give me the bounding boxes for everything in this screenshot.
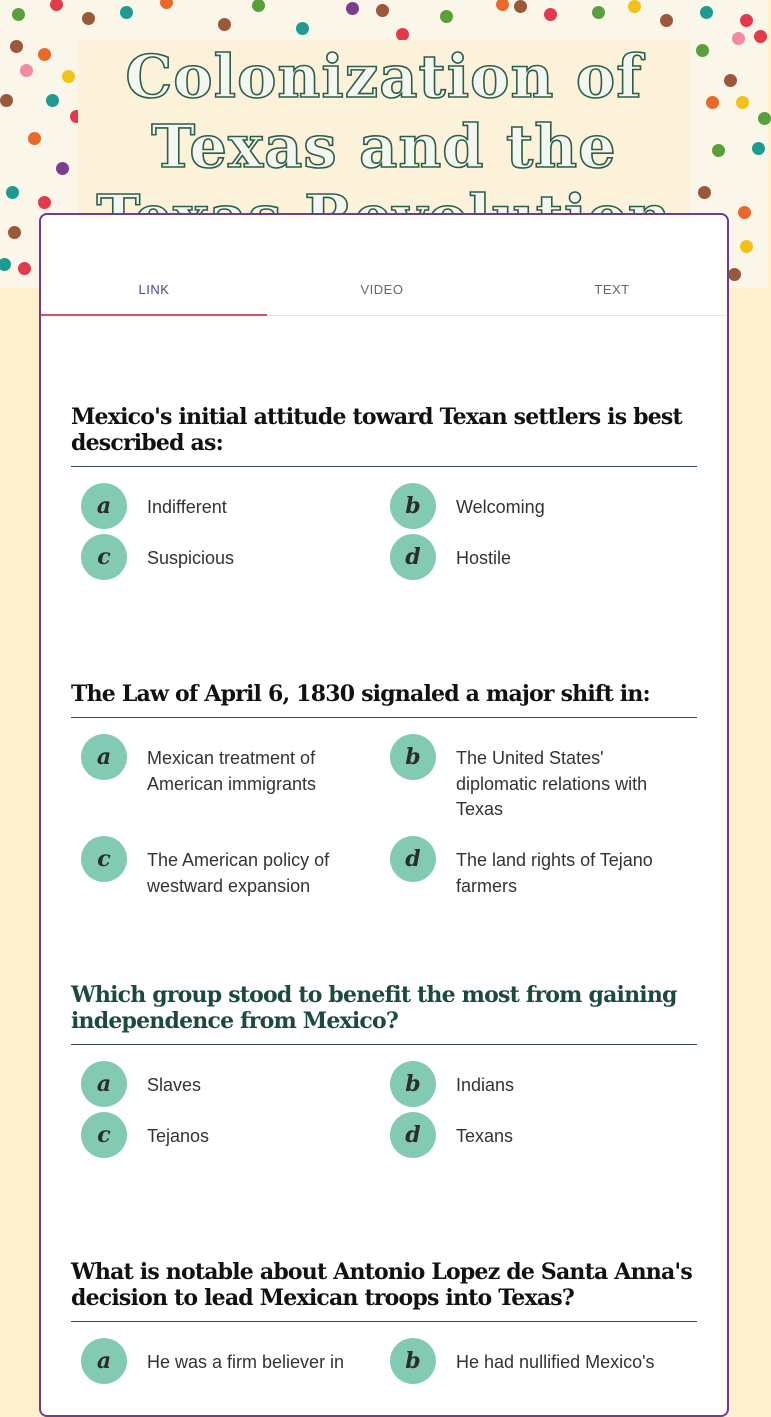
question-text: Which group stood to benefit the most from gaining independence from Mexico? (71, 982, 697, 1045)
decorative-dot (700, 6, 713, 19)
decorative-dot (706, 96, 719, 109)
decorative-dot (628, 0, 641, 13)
worksheet-panel (39, 213, 729, 1417)
decorative-dot (754, 30, 767, 43)
answer-text: Hostile (456, 548, 512, 568)
answer-text: He was a firm believer in (147, 1352, 345, 1372)
answer-letter-badge: b (390, 1061, 436, 1107)
question-text: The Law of April 6, 1830 signaled a major shift in: (71, 681, 697, 718)
answer-text: Indifferent (147, 497, 227, 517)
decorative-dot (712, 144, 725, 157)
decorative-dot (38, 48, 51, 61)
decorative-dot (752, 142, 765, 155)
answer-letter-badge: c (81, 534, 127, 580)
tab-bar (41, 275, 727, 316)
decorative-dot (20, 64, 33, 77)
worksheet-title: Colonization of Texas and the (125, 42, 643, 181)
answer-text: Mexican treatment of American immigrants (147, 748, 317, 794)
decorative-dot (8, 226, 21, 239)
decorative-dot (28, 132, 41, 145)
decorative-dot (376, 4, 389, 17)
decorative-dot (160, 0, 173, 9)
answer-text: He had nullified Mexico's (456, 1352, 655, 1372)
decorative-dot (736, 96, 749, 109)
decorative-dot (296, 22, 309, 35)
tab-video[interactable]: VIDEO (360, 282, 404, 297)
decorative-dot (62, 70, 75, 83)
decorative-dot (728, 268, 741, 281)
decorative-dot (514, 0, 527, 13)
decorative-dot (10, 40, 23, 53)
decorative-dot (82, 12, 95, 25)
answer-text: Welcoming (456, 497, 545, 517)
decorative-dot (120, 6, 133, 19)
decorative-dot (660, 14, 673, 27)
decorative-dot (56, 162, 69, 175)
decorative-dot (738, 206, 751, 219)
answer-text: Indians (456, 1075, 515, 1095)
decorative-dot (12, 8, 25, 21)
answer-text: Tejanos (147, 1126, 210, 1146)
decorative-dot (496, 0, 509, 11)
answer-letter-badge: b (390, 734, 436, 780)
decorative-dot (252, 0, 265, 12)
answer-letter-badge: b (390, 1338, 436, 1384)
decorative-dot (218, 18, 231, 31)
answer-letter-badge: d (390, 1112, 436, 1158)
decorative-dot (0, 258, 11, 271)
answer-letter-badge: a (81, 1338, 127, 1384)
decorative-dot (740, 14, 753, 27)
answer-text: Suspicious (147, 548, 235, 568)
question-1 (71, 404, 697, 570)
question-text: What is notable about Antonio Lopez de Santa Anna's decision to lead Mexican troops into Texas? (71, 1259, 697, 1322)
answer-letter-badge: c (81, 1112, 127, 1158)
decorative-dot (544, 8, 557, 21)
answer-text: The land rights of Tejano farmers (456, 850, 653, 896)
question-3 (71, 982, 697, 1148)
answer-letter-badge: a (81, 734, 127, 780)
answer-text: Texans (456, 1126, 514, 1146)
decorative-dot (696, 44, 709, 57)
decorative-dot (38, 196, 51, 209)
tab-text[interactable]: TEXT (594, 282, 630, 297)
question-4 (71, 1259, 697, 1374)
tab-link[interactable]: LINK (41, 275, 267, 315)
answer-letter-badge: d (390, 836, 436, 882)
decorative-dot (758, 112, 771, 125)
decorative-dot (698, 186, 711, 199)
question-text: Mexico's initial attitude toward Texan settlers is best described as: (71, 404, 697, 467)
decorative-dot (724, 74, 737, 87)
answer-text: The United States' diplomatic relations with Texas (456, 748, 648, 819)
decorative-dot (346, 2, 359, 15)
answer-letter-badge: a (81, 483, 127, 529)
decorative-dot (50, 0, 63, 11)
answer-letter-badge: d (390, 534, 436, 580)
answer-text: Slaves (147, 1075, 202, 1095)
answer-letter-badge: a (81, 1061, 127, 1107)
decorative-dot (46, 94, 59, 107)
decorative-dot (732, 32, 745, 45)
answer-letter-badge: b (390, 483, 436, 529)
question-2 (71, 681, 697, 896)
decorative-dot (440, 10, 453, 23)
decorative-dot (592, 6, 605, 19)
answer-letter-badge: c (81, 836, 127, 882)
decorative-dot (6, 186, 19, 199)
answer-text: The American policy of westward expansion (147, 850, 330, 896)
title-card (78, 40, 690, 216)
decorative-dot (740, 240, 753, 253)
decorative-dot (0, 94, 13, 107)
decorative-dot (18, 262, 31, 275)
